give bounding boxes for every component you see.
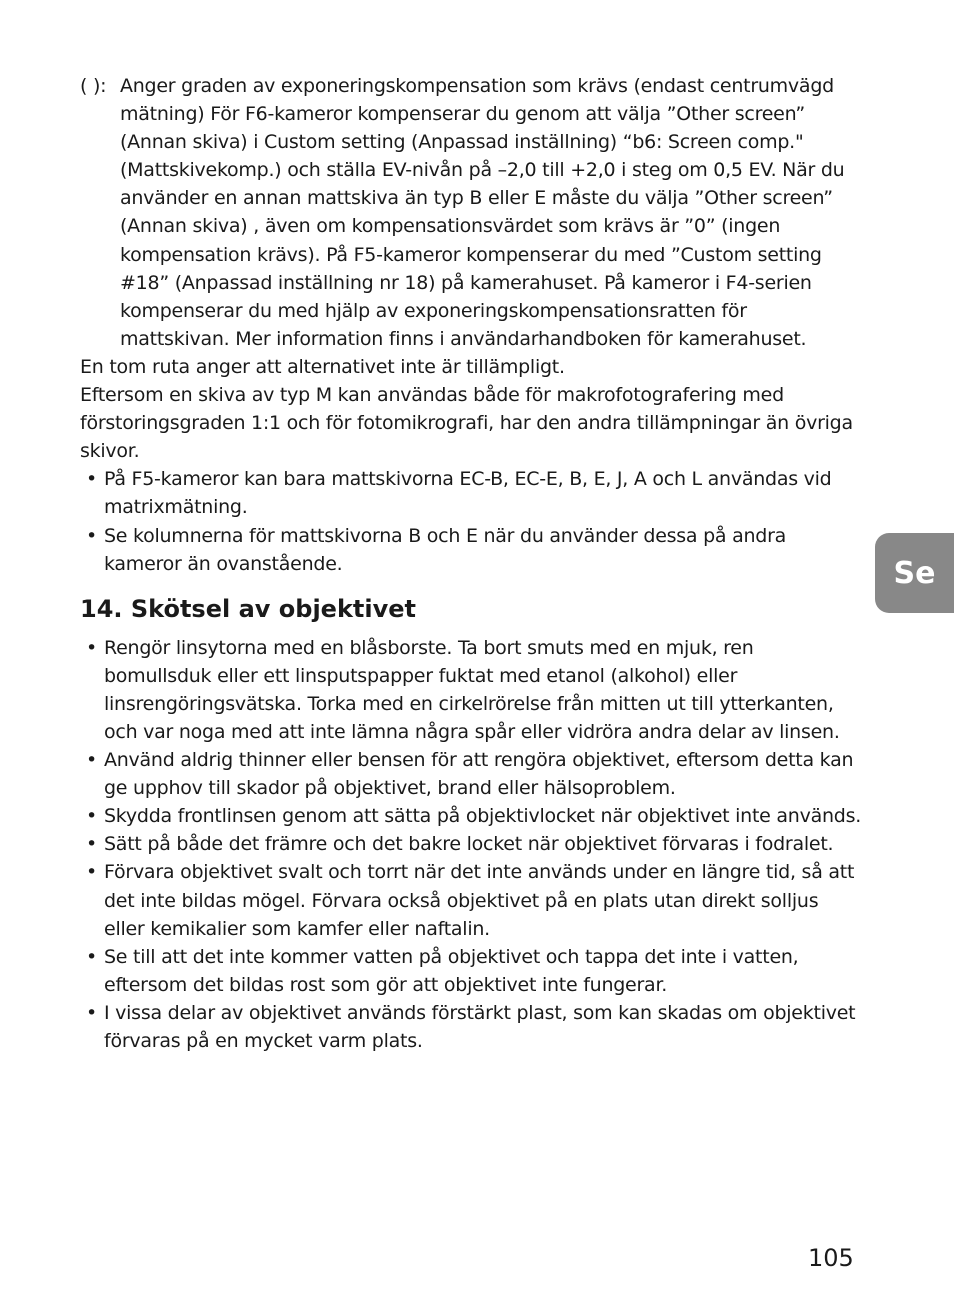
section-heading: 14. Skötsel av objektivet — [80, 594, 416, 623]
list-item — [80, 999, 862, 1055]
list-item-text: Se kolumnerna för mattskivorna B och E när du använder dessa på andra kameror än ovanstående. — [104, 524, 787, 575]
page-number: 105 — [808, 1244, 854, 1272]
bullet-marker: • — [86, 945, 97, 968]
list-item — [80, 465, 862, 521]
list-item — [80, 634, 862, 746]
list-item-text: Förvara objektivet svalt och torrt när det inte används under en längre tid, så att det inte bildas mögel. Förvara också objektivet på en plats utan direkt solljus eller kemikalier som kamfer eller naftalin. — [104, 861, 855, 940]
list-item-text: I vissa delar av objektivet används förstärkt plast, som kan skadas om objektivet förvaras på en mycket varm plats. — [104, 1001, 856, 1052]
list-item — [80, 522, 862, 578]
list-item — [80, 943, 862, 999]
bullet-marker: • — [86, 468, 97, 491]
paragraph-type-m: Eftersom en skiva av typ M kan användas både för makrofotografering med förstoringsgraden 1:1 och för fotomikrografi, har den andra tillämpningar än övriga skivor. — [80, 384, 853, 463]
list-item-text: Rengör linsytorna med en blåsborste. Ta bort smuts med en mjuk, ren bomullsduk eller ett linsputspapper fuktat med etanol (alkohol) eller linsrengöringsvätska. Torka med en cirkelrörelse från mitten ut till ytterkanten, och var noga med att inte lämna några spår eller vidröra andra delar av linsen. — [104, 636, 840, 743]
footnote-marker: ( ): — [80, 75, 107, 97]
list-item-text: Använd aldrig thinner eller bensen för att rengöra objektivet, eftersom detta kan ge upphov till skador på objektivet, brand eller hälsoproblem. — [104, 749, 854, 800]
bullet-marker: • — [86, 861, 97, 884]
page-content — [80, 72, 862, 1055]
list-item — [80, 746, 862, 802]
list-item-text: Skydda frontlinsen genom att sätta på objektivlocket när objektivet inte används. — [104, 805, 862, 828]
bullet-marker: • — [86, 1001, 97, 1024]
list-item-text: På F5-kameror kan bara mattskivorna EC-B, EC-E, B, E, J, A och L användas vid matrixmätning. — [104, 468, 832, 519]
bullet-marker: • — [86, 833, 97, 856]
bullet-marker: • — [86, 524, 97, 547]
paragraph-empty-box: En tom ruta anger att alternativet inte är tillämpligt. — [80, 355, 565, 378]
list-item — [80, 802, 862, 830]
list-item-text: Sätt på både det främre och det bakre locket när objektivet förvaras i fodralet. — [104, 833, 834, 856]
bullet-list-top — [80, 465, 862, 577]
list-item-text: Se till att det inte kommer vatten på objektivet och tappa det inte i vatten, eftersom det bildas rost som gör att objektivet inte fungerar. — [104, 945, 799, 996]
list-item — [80, 858, 862, 942]
bullet-marker: • — [86, 805, 97, 828]
footnote-text: Anger graden av exponeringskompensation som krävs (endast centrumvägd mätning) För F6-kameror kompenserar du genom att välja ”Other screen” (Annan skiva) i Custom setting (Anpassad inställning) “b6: Screen comp." (Mattskivekomp.) och ställa EV-nivån på –2,0 till +2,0 i steg om 0,5 EV. När du använder en annan mattskiva än typ B eller E måste du välja ”Other screen” (Annan skiva) , även om kompensationsvärdet som krävs är ”0” (ingen kompensation krävs). På F5-kameror kompenserar du med ”Custom setting #18” (Anpassad inställning nr 18) på kamerahuset. På kameror i F4-serien kompenserar du med hjälp av exponeringskompensationsratten för mattskivan. Mer information finns i användarhandboken för kamerahuset. — [120, 75, 845, 350]
bullet-list-care — [80, 634, 862, 1055]
list-item — [80, 830, 862, 858]
footnote — [80, 72, 862, 353]
language-tab: Se — [875, 533, 954, 613]
bullet-marker: • — [86, 749, 97, 772]
bullet-marker: • — [86, 636, 97, 659]
